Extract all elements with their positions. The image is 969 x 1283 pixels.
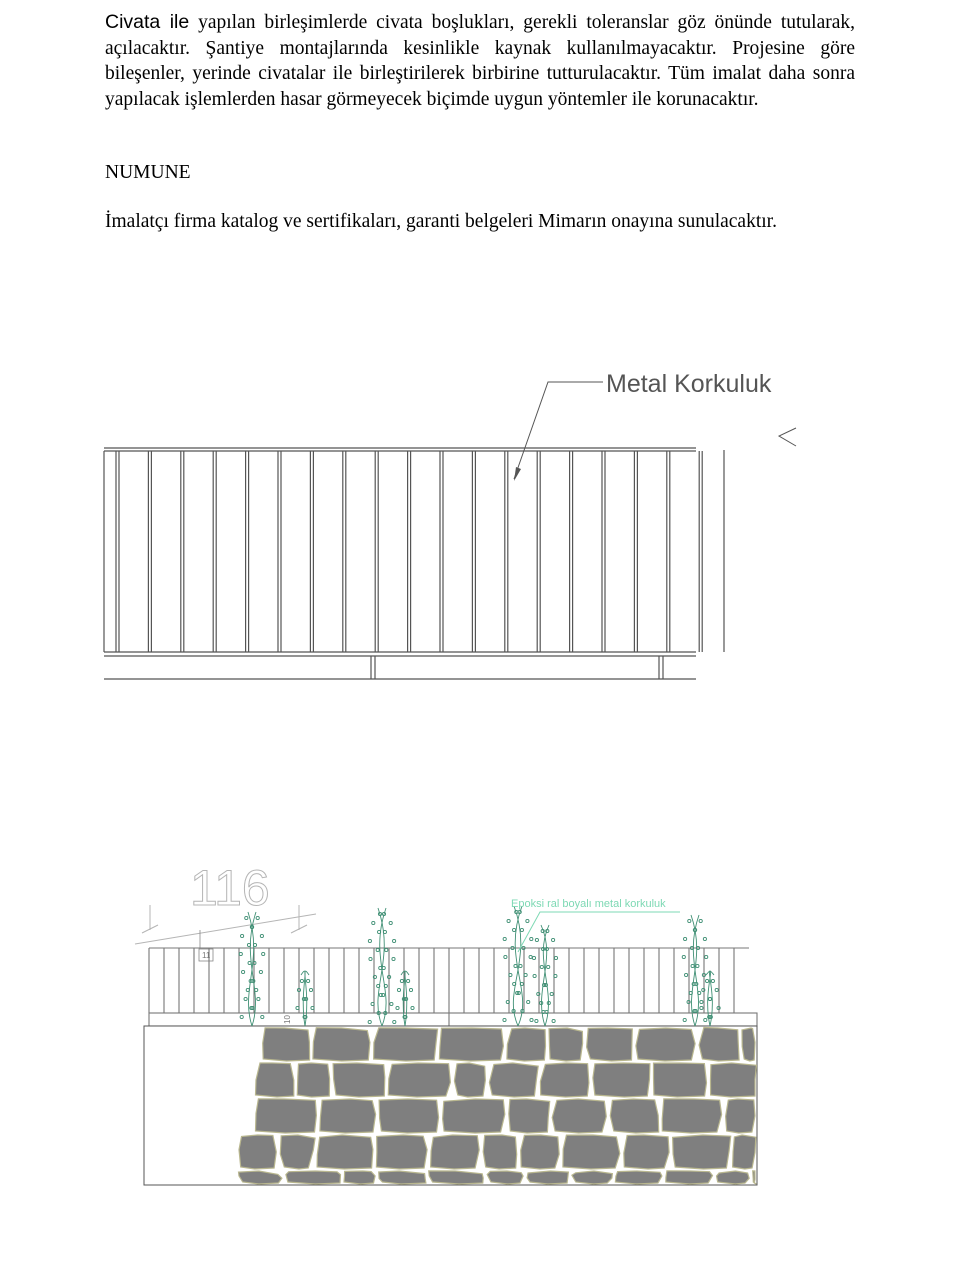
plant — [239, 912, 265, 1026]
leaf — [309, 988, 312, 991]
small-dimension-11: 11 — [202, 951, 211, 960]
leaf — [503, 1018, 506, 1021]
leaf — [532, 956, 535, 959]
stone — [507, 1028, 546, 1061]
plant — [503, 906, 533, 1026]
leaf — [259, 970, 262, 973]
leaf — [715, 988, 718, 991]
section-heading-numune: NUMUNE — [105, 162, 191, 183]
leaf — [526, 919, 529, 922]
leaf — [535, 938, 538, 941]
stone — [549, 1028, 583, 1061]
leaf — [535, 1019, 538, 1022]
leaf — [520, 928, 523, 931]
leaf — [513, 928, 516, 931]
callout-label-green: Epoksi ral boyalı metal korkuluk — [511, 898, 666, 910]
leaf — [261, 1015, 264, 1018]
leaf — [706, 979, 709, 982]
leaf — [260, 934, 263, 937]
stone — [666, 1171, 713, 1184]
plant — [396, 971, 414, 1026]
leaf — [700, 1000, 703, 1003]
stone — [443, 1099, 505, 1133]
leaf — [302, 997, 305, 1000]
stone — [439, 1028, 503, 1061]
leaf — [411, 1006, 414, 1009]
leaf — [514, 964, 517, 967]
leaf — [372, 921, 375, 924]
leaf — [530, 1018, 533, 1021]
leaf — [257, 997, 260, 1000]
leaf — [368, 1020, 371, 1023]
leaf — [390, 1002, 393, 1005]
stone — [256, 1063, 294, 1097]
leaf — [711, 979, 714, 982]
stone — [610, 1099, 658, 1133]
stone — [487, 1171, 523, 1184]
stone — [654, 1063, 707, 1097]
stone — [726, 1099, 755, 1133]
stone — [388, 1063, 450, 1097]
leaf — [409, 988, 412, 991]
stone — [256, 1099, 317, 1133]
stone — [320, 1099, 376, 1133]
stone — [636, 1028, 695, 1061]
leaf — [244, 997, 247, 1000]
stone — [624, 1135, 669, 1169]
callout-epoksi — [511, 898, 680, 952]
stone — [673, 1135, 731, 1169]
stone — [509, 1099, 550, 1133]
stone — [344, 1171, 375, 1184]
leaf — [389, 921, 392, 924]
stone — [699, 1028, 739, 1062]
leaf — [705, 955, 708, 958]
stone-wall-railing-drawing — [135, 860, 757, 1185]
railing-elevation-drawing — [104, 448, 724, 679]
stone — [429, 1171, 484, 1184]
dimension-label: 116 — [190, 860, 270, 916]
leaf — [529, 955, 532, 958]
stone — [431, 1135, 480, 1169]
leaf — [700, 1006, 703, 1009]
callout-label: Metal Korkuluk — [606, 370, 772, 398]
leaf — [550, 992, 553, 995]
stone — [593, 1063, 650, 1097]
leaf — [527, 1000, 530, 1003]
leaf — [552, 938, 555, 941]
leaf — [533, 974, 536, 977]
leaf — [407, 979, 410, 982]
leaf — [688, 919, 691, 922]
leaf — [393, 1020, 396, 1023]
stone — [552, 1099, 606, 1133]
leaf — [684, 937, 687, 940]
stone — [717, 1171, 750, 1184]
leaf — [519, 964, 522, 967]
small-dimension-10: 10 — [283, 1015, 292, 1024]
leaf — [540, 965, 543, 968]
stone — [280, 1135, 315, 1169]
stone — [313, 1028, 370, 1061]
stone — [742, 1028, 755, 1061]
plant — [700, 971, 720, 1026]
stone — [379, 1099, 439, 1133]
leaf — [241, 934, 244, 937]
leaf — [503, 937, 506, 940]
leaf — [369, 957, 372, 960]
leaf — [400, 979, 403, 982]
leaf — [552, 1019, 555, 1022]
leaf — [507, 919, 510, 922]
stone — [540, 1063, 589, 1097]
leaf — [682, 955, 685, 958]
leaf — [504, 955, 507, 958]
stone — [376, 1135, 427, 1169]
stone — [563, 1135, 620, 1169]
leaf — [530, 937, 533, 940]
leaf — [393, 939, 396, 942]
stone — [297, 1063, 329, 1097]
stone — [615, 1171, 662, 1184]
stone — [587, 1028, 633, 1061]
stone — [733, 1135, 756, 1169]
leaf — [245, 916, 248, 919]
stone — [239, 1135, 276, 1169]
stone — [527, 1171, 568, 1184]
leaf — [242, 970, 245, 973]
stone — [662, 1099, 721, 1133]
leaf — [385, 948, 388, 951]
stone — [286, 1171, 341, 1184]
stone — [379, 1171, 426, 1184]
stone — [317, 1135, 373, 1169]
plant — [368, 908, 396, 1026]
leaf — [703, 937, 706, 940]
leaf — [240, 1015, 243, 1018]
stone — [483, 1135, 517, 1169]
leaf — [397, 988, 400, 991]
leaf — [376, 948, 379, 951]
stone — [572, 1171, 613, 1184]
leaf — [704, 1018, 707, 1021]
stone — [263, 1028, 310, 1061]
leaf — [307, 979, 310, 982]
stone — [711, 1063, 757, 1097]
callout-metal-korkuluk — [514, 370, 796, 481]
leaf — [262, 952, 265, 955]
stone — [333, 1063, 385, 1097]
paragraph-body: yapılan birleşimlerde civata boşlukları, gerekli toleranslar göz önünde tutularak, açılacaktır. Şantiye montajlarında kesinlikle kaynak kullanılmayacaktır. Projesine göre bileşenler, yerinde civatalar ile birleştirilerek birbirine tutturulacaktır. Tüm imalat daha sonra yapılacak işlemlerden hasar görmeyecek biçimde uygun yöntemler ile korunacaktır. — [105, 12, 856, 110]
paragraph-lead: Civata ile — [105, 11, 190, 33]
leaf — [696, 964, 699, 967]
stone — [454, 1063, 485, 1097]
leaf — [300, 979, 303, 982]
paragraph-samples: İmalatçı firma katalog ve sertifikaları, garanti belgeleri Mimarın onayına sunulacaktır. — [105, 211, 777, 232]
stone — [489, 1063, 538, 1097]
leaf — [547, 965, 550, 968]
leaf — [691, 964, 694, 967]
leaf — [396, 1006, 399, 1009]
railing-small — [149, 948, 757, 1026]
leaf — [699, 919, 702, 922]
stone — [374, 1028, 438, 1061]
leaf — [683, 1018, 686, 1021]
leaf — [392, 957, 395, 960]
leaf — [554, 956, 557, 959]
leaf — [256, 916, 259, 919]
leaf — [685, 973, 688, 976]
leaf — [368, 939, 371, 942]
stone — [521, 1135, 560, 1169]
climbing-plants — [239, 906, 720, 1026]
leaf — [239, 952, 242, 955]
